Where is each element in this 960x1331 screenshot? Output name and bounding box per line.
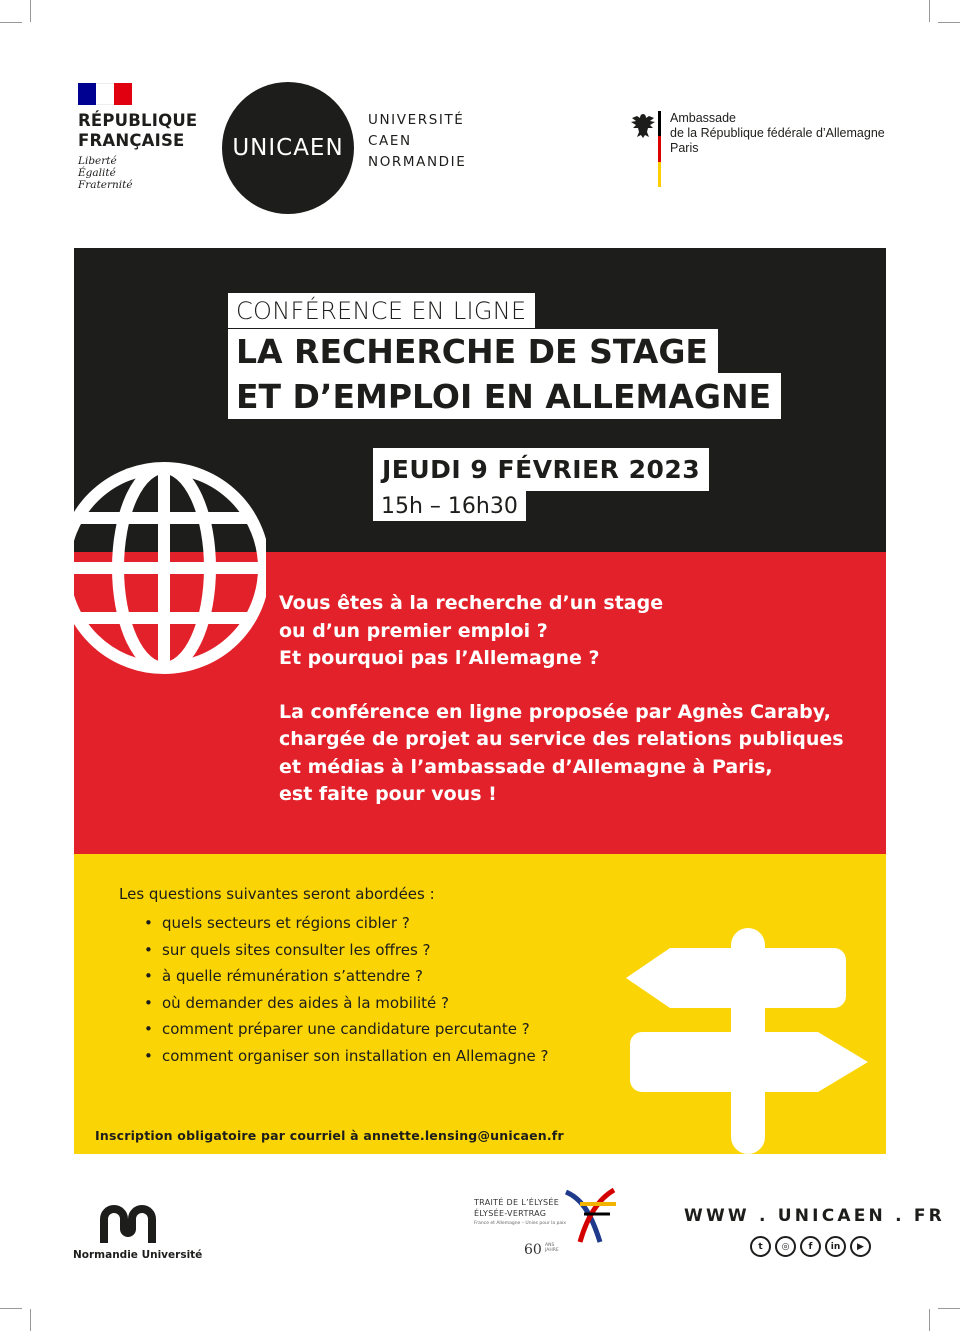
intro-paragraph-1: Vous êtes à la recherche d’un stage ou d’un premier emploi ? Et pourquoi pas l’Allemagne ?	[279, 592, 664, 669]
crop-mark	[929, 1309, 930, 1331]
list-item: • quels secteurs et régions cibler ?	[144, 910, 548, 937]
intro-paragraph-2: La conférence en ligne proposée par Agnès Caraby, chargée de projet au service des relations publiques et médias à l’ambassade d’Allemagne à Paris, est faite pour vous !	[279, 700, 844, 805]
event-time: 15h – 16h30	[373, 491, 526, 521]
republique-title: RÉPUBLIQUE FRANÇAISE	[78, 111, 198, 150]
signpost-icon	[622, 928, 872, 1154]
list-item: • comment organiser son installation en Allemagne ?	[144, 1043, 548, 1070]
crop-mark	[0, 1308, 22, 1309]
normandie-universite-icon	[100, 1205, 156, 1243]
globe-icon	[74, 438, 266, 698]
linkedin-icon[interactable]: in	[825, 1236, 846, 1257]
crop-mark	[30, 0, 31, 22]
unicaen-logo	[222, 82, 354, 214]
title-line-1: LA RECHERCHE DE STAGE	[228, 329, 718, 373]
german-flag-bar	[658, 111, 661, 187]
elysee-emblem-icon	[560, 1186, 620, 1246]
instagram-icon[interactable]: ◎	[775, 1236, 796, 1257]
crop-mark	[30, 1309, 31, 1331]
poster-panel	[74, 248, 886, 1154]
inscription-note: Inscription obligatoire par courriel à annette.lensing@unicaen.fr	[95, 1128, 564, 1143]
questions-heading: Les questions suivantes seront abordées :	[119, 885, 435, 903]
crop-mark	[938, 1308, 960, 1309]
crop-mark	[929, 0, 930, 22]
unicaen-name: UNIVERSITÉ CAEN NORMANDIE	[368, 112, 467, 170]
republique-francaise-logo	[78, 83, 218, 191]
youtube-icon[interactable]: ▶	[850, 1236, 871, 1257]
crop-mark	[0, 22, 22, 23]
list-item: • à quelle rémunération s’attendre ?	[144, 963, 548, 990]
eagle-icon	[628, 111, 658, 141]
conference-label: CONFÉRENCE EN LIGNE	[228, 293, 535, 328]
crop-mark	[938, 22, 960, 23]
questions-list	[144, 910, 548, 1070]
intro-text	[279, 590, 879, 835]
list-item: • sur quels sites consulter les offres ?	[144, 937, 548, 964]
twitter-icon[interactable]: t	[750, 1236, 771, 1257]
elysee-treaty-logo: TRAITÉ DE L’ÉLYSÉE ÉLYSÉE-VERTRAG France et Allemagne – Unies pour la paix 60 ANS JAHRE	[470, 1186, 620, 1266]
list-item: • où demander des aides à la mobilité ?	[144, 990, 548, 1017]
event-date: JEUDI 9 FÉVRIER 2023	[373, 448, 709, 491]
ambassade-name: Ambassade de la République fédérale d’Allemagne Paris	[670, 111, 885, 155]
french-flag-icon	[78, 83, 132, 105]
list-item: • comment préparer une candidature percutante ?	[144, 1016, 548, 1043]
unicaen-logo-text: UNICAEN	[232, 135, 344, 161]
title-line-2: ET D’EMPLOI EN ALLEMAGNE	[228, 373, 781, 419]
facebook-icon[interactable]: f	[800, 1236, 821, 1257]
social-icons	[750, 1236, 871, 1257]
website-link[interactable]: WWW . UNICAEN . FR	[684, 1206, 945, 1226]
ambassade-logo	[628, 111, 885, 187]
republique-motto: Liberté Égalité Fraternité	[78, 155, 133, 191]
